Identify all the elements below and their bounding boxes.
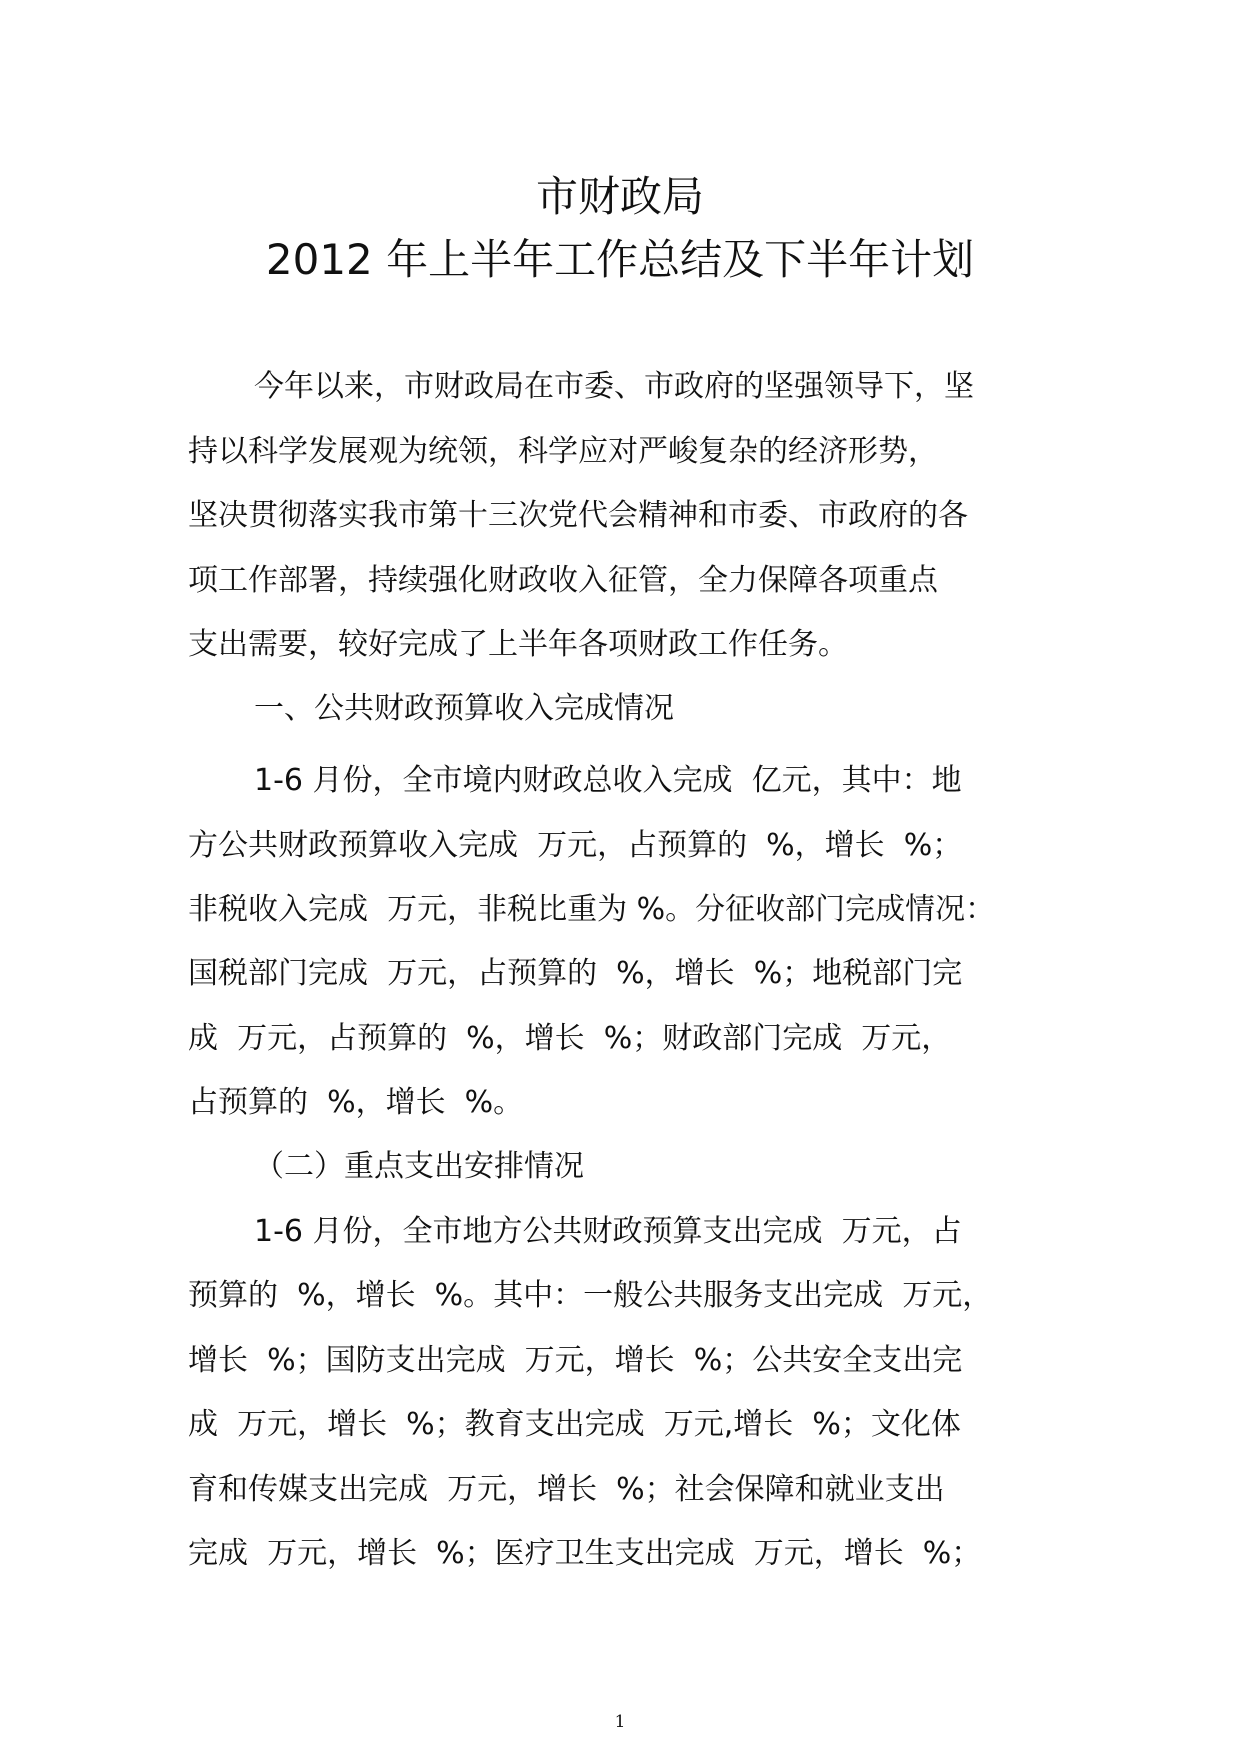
paragraph-line: 非税收入完成 万元，非税比重为 %。分征收部门完成情况： <box>188 892 996 927</box>
paragraph-line: 成 万元，增长 %；教育支出完成 万元,增长 %；文化体 <box>188 1407 961 1442</box>
paragraph-line: 增长 %；国防支出完成 万元，增长 %；公共安全支出完 <box>188 1343 963 1378</box>
paragraph-line: 育和传媒支出完成 万元，增长 %；社会保障和就业支出 <box>188 1472 945 1507</box>
section-heading: 一、公共财政预算收入完成情况 <box>254 691 674 726</box>
paragraph-line: 预算的 %，增长 %。其中：一般公共服务支出完成 万元， <box>188 1278 993 1313</box>
paragraph-line: 完成 万元，增长 %；医疗卫生支出完成 万元，增长 %； <box>188 1536 982 1571</box>
paragraph-line: 项工作部署，持续强化财政收入征管，全力保障各项重点 <box>188 563 938 598</box>
paragraph-line: 成 万元，占预算的 %，增长 %；财政部门完成 万元， <box>188 1021 952 1056</box>
paragraph-line: 国税部门完成 万元，占预算的 %，增长 %；地税部门完 <box>188 956 963 991</box>
paragraph-line: 方公共财政预算收入完成 万元，占预算的 %，增长 %； <box>188 828 963 863</box>
paragraph-line: 坚决贯彻落实我市第十三次党代会精神和市委、市政府的各 <box>188 498 968 533</box>
paragraph-line: 今年以来，市财政局在市委、市政府的坚强领导下，坚 <box>254 369 974 404</box>
paragraph-line: 持以科学发展观为统领，科学应对严峻复杂的经济形势， <box>188 434 938 469</box>
section-heading: （二）重点支出安排情况 <box>254 1149 584 1184</box>
page-number: 1 <box>614 1712 626 1732</box>
document-title-org: 市财政局 <box>535 172 704 221</box>
paragraph-line: 占预算的 %，增长 %。 <box>188 1085 524 1120</box>
paragraph-line: 1-6 月份，全市境内财政总收入完成 亿元，其中：地 <box>254 763 962 798</box>
document-title-main: 2012 年上半年工作总结及下半年计划 <box>265 235 975 284</box>
paragraph-line: 1-6 月份，全市地方公共财政预算支出完成 万元，占 <box>254 1214 962 1249</box>
paragraph-line: 支出需要，较好完成了上半年各项财政工作任务。 <box>188 627 848 662</box>
